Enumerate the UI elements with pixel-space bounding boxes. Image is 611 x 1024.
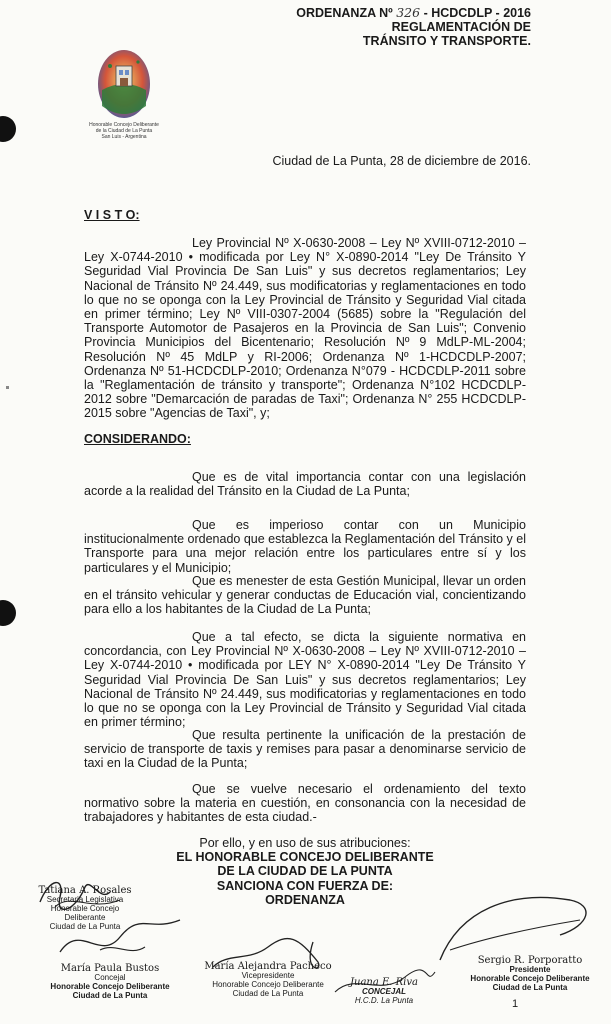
considerando-text-6: Que se vuelve necesario el ordenamiento del texto normativo sobre la materia en cuestión, en consonancia con la necesidad de trabajadores y habitantes de esta ciudad.- bbox=[84, 782, 526, 825]
ordinance-header bbox=[296, 6, 531, 48]
considerando-paragraph-3 bbox=[84, 574, 526, 617]
signatory-name-5: Sergio R. Porporatto bbox=[477, 955, 583, 966]
closing-line-5: ORDENANZA bbox=[265, 892, 345, 907]
logo-line-1: Honorable Concejo Deliberante bbox=[89, 122, 159, 128]
signatory-name-3: María Alejandra Pacheco bbox=[204, 961, 332, 972]
considerando-text-3: Que es menester de esta Gestión Municipal, llevar un orden en el tránsito vehicular y generar conductas de Educación vial, concientizando para ello a los habitantes de la Ciudad de La Punta; bbox=[84, 574, 526, 617]
logo-line-2: de la Ciudad de La Punta bbox=[95, 128, 153, 134]
logo-line-3: San Luis - Argentina bbox=[101, 134, 147, 140]
visto-paragraph bbox=[84, 236, 526, 421]
ordinance-prefix: ORDENANZA Nº bbox=[296, 6, 393, 20]
closing-line-4: SANCIONA CON FUERZA DE: bbox=[216, 878, 394, 893]
ordinance-suffix: - HCDCDLP - 2016 bbox=[423, 6, 531, 20]
header-line-3: TRÁNSITO Y TRANSPORTE. bbox=[362, 34, 531, 48]
closing-line-3: DE LA CIUDAD DE LA PUNTA bbox=[217, 864, 393, 879]
closing-line-2: EL HONORABLE CONCEJO DELIBERANTE bbox=[176, 850, 434, 865]
signatory-city-2: Ciudad de La Punta bbox=[72, 991, 148, 1000]
considerando-text-1: Que es de vital importancia contar con una legislación acorde a la realidad del Tránsito en la Ciudad de La Punta; bbox=[84, 470, 526, 499]
signatory-city-1: Ciudad de La Punta bbox=[49, 922, 121, 931]
ordinance-line bbox=[296, 6, 531, 20]
signature-block-4 bbox=[334, 978, 434, 1005]
signatory-role-5: Presidente bbox=[509, 965, 551, 974]
signatory-org-1: Honorable Concejo Deliberante bbox=[50, 904, 120, 922]
considerando-text-4: Que a tal efecto, se dicta la siguiente normativa en concordancia, con Ley Provincial Nº X-0630-2008 – Ley Nº XVIII-0712-2010 – Ley X-0744-2010 • modificada por LEY N° X-0890-2014 "Ley De Tránsito Y Seguridad Vial Provincia De San Luis" y sus decretos reglamentarios; Ley Nacional de Tránsito Nº 24.449, sus modificatorias y reglamentaciones en todo lo que no se oponga con la Ley Provincial de Tránsito y Seguridad Vial citada en primer término; bbox=[84, 630, 526, 730]
considerando-text-2: Que es imperioso contar con un Municipio institucionalmente ordenado que establezca la Reglamentación del Tránsito y el Transporte para una mejor relación entre los particulares entre sí y los particulares y el Municipio; bbox=[84, 518, 526, 575]
considerando-paragraph-5 bbox=[84, 728, 526, 771]
page-number: 1 bbox=[512, 998, 519, 1010]
signature-block-5 bbox=[460, 956, 600, 992]
logo-caption bbox=[88, 122, 160, 140]
signature-block-2 bbox=[40, 964, 180, 1000]
signatory-role-1: Secretaria Legislativa bbox=[46, 895, 124, 904]
considerando-paragraph-2 bbox=[84, 518, 526, 575]
signature-block-1 bbox=[30, 886, 140, 931]
signatory-org-4: H.C.D. La Punta bbox=[354, 996, 414, 1005]
considerando-paragraph-6 bbox=[84, 782, 526, 825]
considerando-text-5: Que resulta pertinente la unificación de la prestación de servicio de transporte de taxis y remises para pasar a denominarse servicio de taxi en la Ciudad de la Punta; bbox=[84, 728, 526, 771]
visto-title: V I S T O: bbox=[84, 208, 140, 222]
signatory-org-5: Honorable Concejo Deliberante bbox=[470, 974, 590, 983]
signatory-city-5: Ciudad de La Punta bbox=[492, 983, 568, 992]
place-date: Ciudad de La Punta, 28 de diciembre de 2016. bbox=[272, 154, 531, 168]
punch-hole-top bbox=[0, 116, 16, 142]
signatory-city-3: Ciudad de La Punta bbox=[232, 989, 304, 998]
edge-mark bbox=[6, 386, 9, 389]
signatory-org-3: Honorable Concejo Deliberante bbox=[212, 980, 324, 989]
signatory-role-3: Vicepresidente bbox=[241, 971, 295, 980]
council-logo bbox=[88, 48, 160, 140]
signatory-name-4: Juana E. Riva bbox=[350, 977, 418, 988]
visto-text: Ley Provincial Nº X-0630-2008 – Ley Nº XVIII-0712-2010 – Ley X-0744-2010 • modificada por Ley N° X-0890-2014 "Ley De Tránsito Y Seguridad Vial Provincia De San Luis" y sus decretos reglamentarios; Ley Nacional de Tránsito Nº 24.449, sus modificatorias y reglamentaciones en todo lo que no se oponga con la Ley Provincial de Tránsito y Seguridad Vial citada en primer término; Ley Nº VIII-0307-2004 (5685) sobre la "Regulación del Transporte Automotor de Pasajeros en la Provincia de San Luis"; Convenio Provincia Municipios del Bicentenario; Resolución Nº 9 MdLP-ML-2004; Resolución Nº 45 MdLP y RI-2006; Ordenanza Nº 1-HCDCDLP-2007; Ordenanza Nº 51-HCDCDLP-2010; Ordenanza N°079 - HCDCDLP-2011 sobre la "Reglamentación de tránsito y transporte"; Ordenanza N°102 HCDCDLP-2012 sobre "Demarcación de paradas de Taxi"; Ordenanza N° 255 HCDCDLP- 2015 sobre "Agencias de Taxi", y; bbox=[84, 236, 526, 421]
signatory-name-1: Tatiana A. Rosales bbox=[38, 885, 132, 896]
closing-line-1: Por ello, y en uso de sus atribuciones: bbox=[199, 836, 411, 850]
signatory-role-2: Concejal bbox=[94, 973, 126, 982]
punch-hole-bottom bbox=[0, 600, 16, 626]
council-emblem-icon bbox=[88, 48, 160, 120]
signatory-org-2: Honorable Concejo Deliberante bbox=[50, 982, 170, 991]
signatory-name-2: María Paula Bustos bbox=[60, 963, 160, 974]
signatory-role-4: CONCEJAL bbox=[361, 987, 406, 996]
considerando-title: CONSIDERANDO: bbox=[84, 432, 191, 446]
header-line-2: REGLAMENTACIÓN DE bbox=[391, 20, 531, 34]
considerando-paragraph-4 bbox=[84, 630, 526, 729]
signature-block-3 bbox=[198, 962, 338, 998]
ordinance-number: 326 bbox=[396, 5, 421, 20]
considerando-paragraph-1 bbox=[84, 470, 526, 498]
